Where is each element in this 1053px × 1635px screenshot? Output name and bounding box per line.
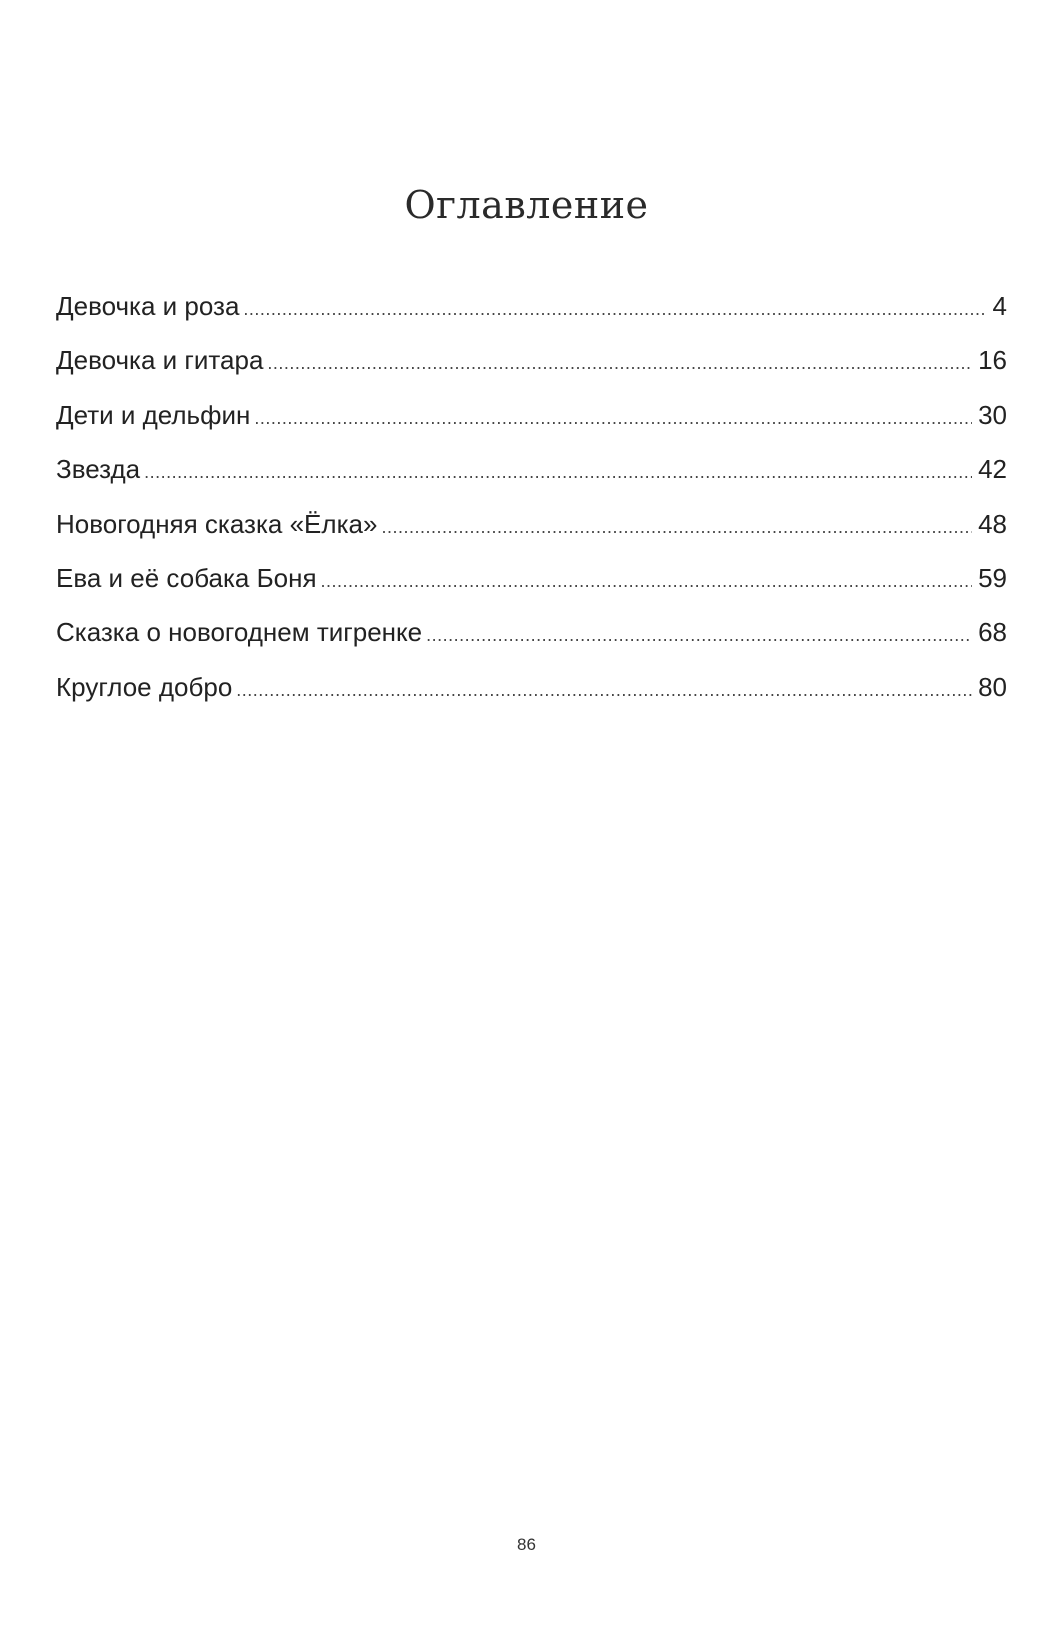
toc-entry — [56, 617, 1007, 671]
toc-entry — [56, 400, 1007, 454]
toc-entry-title: Дети и дельфин — [56, 399, 251, 430]
toc-entry-title: Ева и её собака Боня — [56, 562, 317, 593]
toc-entry — [56, 509, 1007, 563]
toc-entry-page: 30 — [978, 399, 1007, 430]
toc-list — [56, 291, 1007, 726]
toc-entry — [56, 672, 1007, 726]
dot-leader — [381, 517, 972, 538]
toc-entry-title: Круглое добро — [56, 671, 233, 702]
toc-entry-page: 42 — [978, 454, 1007, 485]
dot-leader — [267, 353, 972, 374]
dot-leader — [243, 299, 986, 320]
toc-entry-title: Сказка о новогоднем тигренке — [56, 617, 423, 648]
toc-entry-title: Новогодняя сказка «Ёлка» — [56, 508, 378, 539]
toc-entry-title: Звезда — [56, 454, 141, 485]
toc-entry — [56, 563, 1007, 617]
toc-entry-page: 80 — [978, 671, 1007, 702]
toc-entry-title: Девочка и гитара — [56, 345, 264, 376]
toc-entry-page: 16 — [978, 345, 1007, 376]
toc-entry-page: 48 — [978, 508, 1007, 539]
toc-entry-page: 59 — [978, 562, 1007, 593]
toc-entry-page: 4 — [992, 291, 1007, 321]
toc-entry — [56, 345, 1007, 399]
dot-leader — [236, 680, 972, 701]
toc-entry — [56, 454, 1007, 508]
toc-entry-page: 68 — [978, 617, 1007, 648]
dot-leader — [321, 571, 973, 592]
dot-leader — [254, 408, 972, 429]
dot-leader — [144, 462, 972, 483]
dot-leader — [426, 625, 972, 646]
toc-heading: Оглавление — [404, 183, 649, 227]
page-number: 86 — [517, 1535, 536, 1554]
toc-entry-title: Девочка и роза — [56, 291, 240, 321]
toc-entry — [56, 291, 1007, 345]
